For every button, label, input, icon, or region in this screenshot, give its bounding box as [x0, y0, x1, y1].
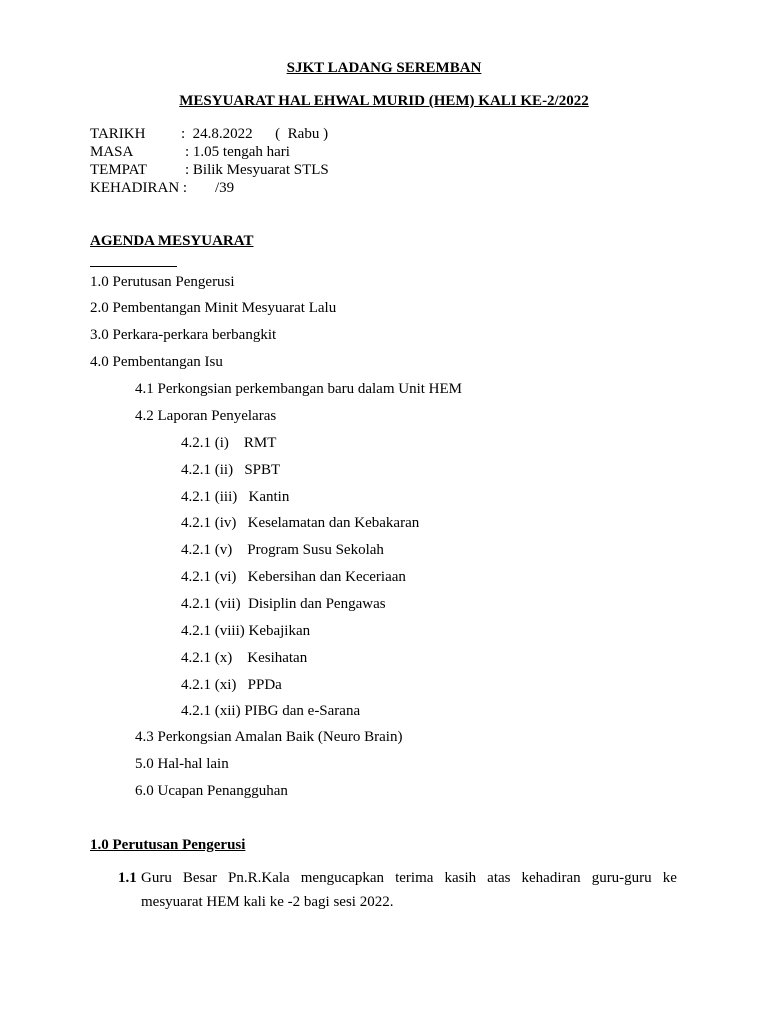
agenda-subitem: 4.2.1 (iii) Kantin: [181, 489, 290, 505]
agenda-subitem: 4.2.1 (iv) Keselamatan dan Kebakaran: [181, 515, 420, 531]
kehadiran-label: KEHADIRAN :: [90, 180, 188, 196]
meeting-title: MESYUARAT HAL EHWAL MURID (HEM) KALI KE-2/2022: [179, 93, 589, 109]
paragraph-word: kasih: [444, 870, 477, 886]
agenda-item: 6.0 Ucapan Penangguhan: [135, 783, 288, 799]
masa-label: MASA: [90, 144, 134, 160]
agenda-item: 4.3 Perkongsian Amalan Baik (Neuro Brain): [135, 729, 403, 745]
agenda-item: 4.0 Pembentangan Isu: [90, 354, 223, 370]
agenda-subitem: 4.2.1 (xi) PPDa: [181, 677, 282, 693]
agenda-item: 3.0 Perkara-perkara berbangkit: [90, 327, 277, 343]
agenda-item: 4.2 Laporan Penyelaras: [135, 408, 277, 424]
agenda-subitem: 4.2.1 (x) Kesihatan: [181, 650, 308, 666]
agenda-subitem: 4.2.1 (ii) SPBT: [181, 462, 281, 478]
agenda-subitem: 4.2.1 (vii) Disiplin dan Pengawas: [181, 596, 386, 612]
paragraph-word: kehadiran: [521, 870, 581, 886]
paragraph-line-2: mesyuarat HEM kali ke -2 bagi sesi 2022.: [141, 894, 394, 910]
tarikh-label: TARIKH: [90, 126, 146, 142]
agenda-subitem: 4.2.1 (xii) PIBG dan e-Sarana: [181, 703, 361, 719]
agenda-subitem: 4.2.1 (viii) Kebajikan: [181, 623, 311, 639]
agenda-subitem: 4.2.1 (vi) Kebersihan dan Keceriaan: [181, 569, 406, 585]
agenda-item: 4.1 Perkongsian perkembangan baru dalam Unit HEM: [135, 381, 463, 397]
paragraph-word: Besar: [182, 870, 218, 886]
tarikh-value: : 24.8.2022 ( Rabu ): [181, 126, 329, 142]
paragraph-word: Pn.R.Kala: [228, 870, 290, 886]
agenda-heading: AGENDA MESYUARAT: [90, 233, 254, 249]
school-title: SJKT LADANG SEREMBAN: [286, 60, 482, 76]
kehadiran-value: /39: [215, 180, 235, 196]
agenda-item: 1.0 Perutusan Pengerusi: [90, 274, 235, 290]
paragraph-number: 1.1: [118, 870, 137, 886]
tempat-label: TEMPAT: [90, 162, 147, 178]
agenda-item: 5.0 Hal-hal lain: [135, 756, 229, 772]
paragraph-word: mengucapkan: [300, 870, 385, 886]
section-heading: 1.0 Perutusan Pengerusi: [90, 837, 246, 853]
paragraph-word: atas: [487, 870, 511, 886]
agenda-rule: [90, 266, 177, 267]
agenda-item: 2.0 Pembentangan Minit Mesyuarat Lalu: [90, 300, 337, 316]
paragraph-word: ke: [662, 870, 677, 886]
paragraph-word: terima: [395, 870, 434, 886]
masa-value: : 1.05 tengah hari: [185, 144, 290, 160]
paragraph-word: Guru: [141, 870, 172, 886]
paragraph-line-1: [141, 866, 677, 890]
agenda-subitem: 4.2.1 (v) Program Susu Sekolah: [181, 542, 384, 558]
tempat-value: : Bilik Mesyuarat STLS: [185, 162, 329, 178]
agenda-subitem: 4.2.1 (i) RMT: [181, 435, 277, 451]
paragraph-word: guru-guru: [591, 870, 652, 886]
